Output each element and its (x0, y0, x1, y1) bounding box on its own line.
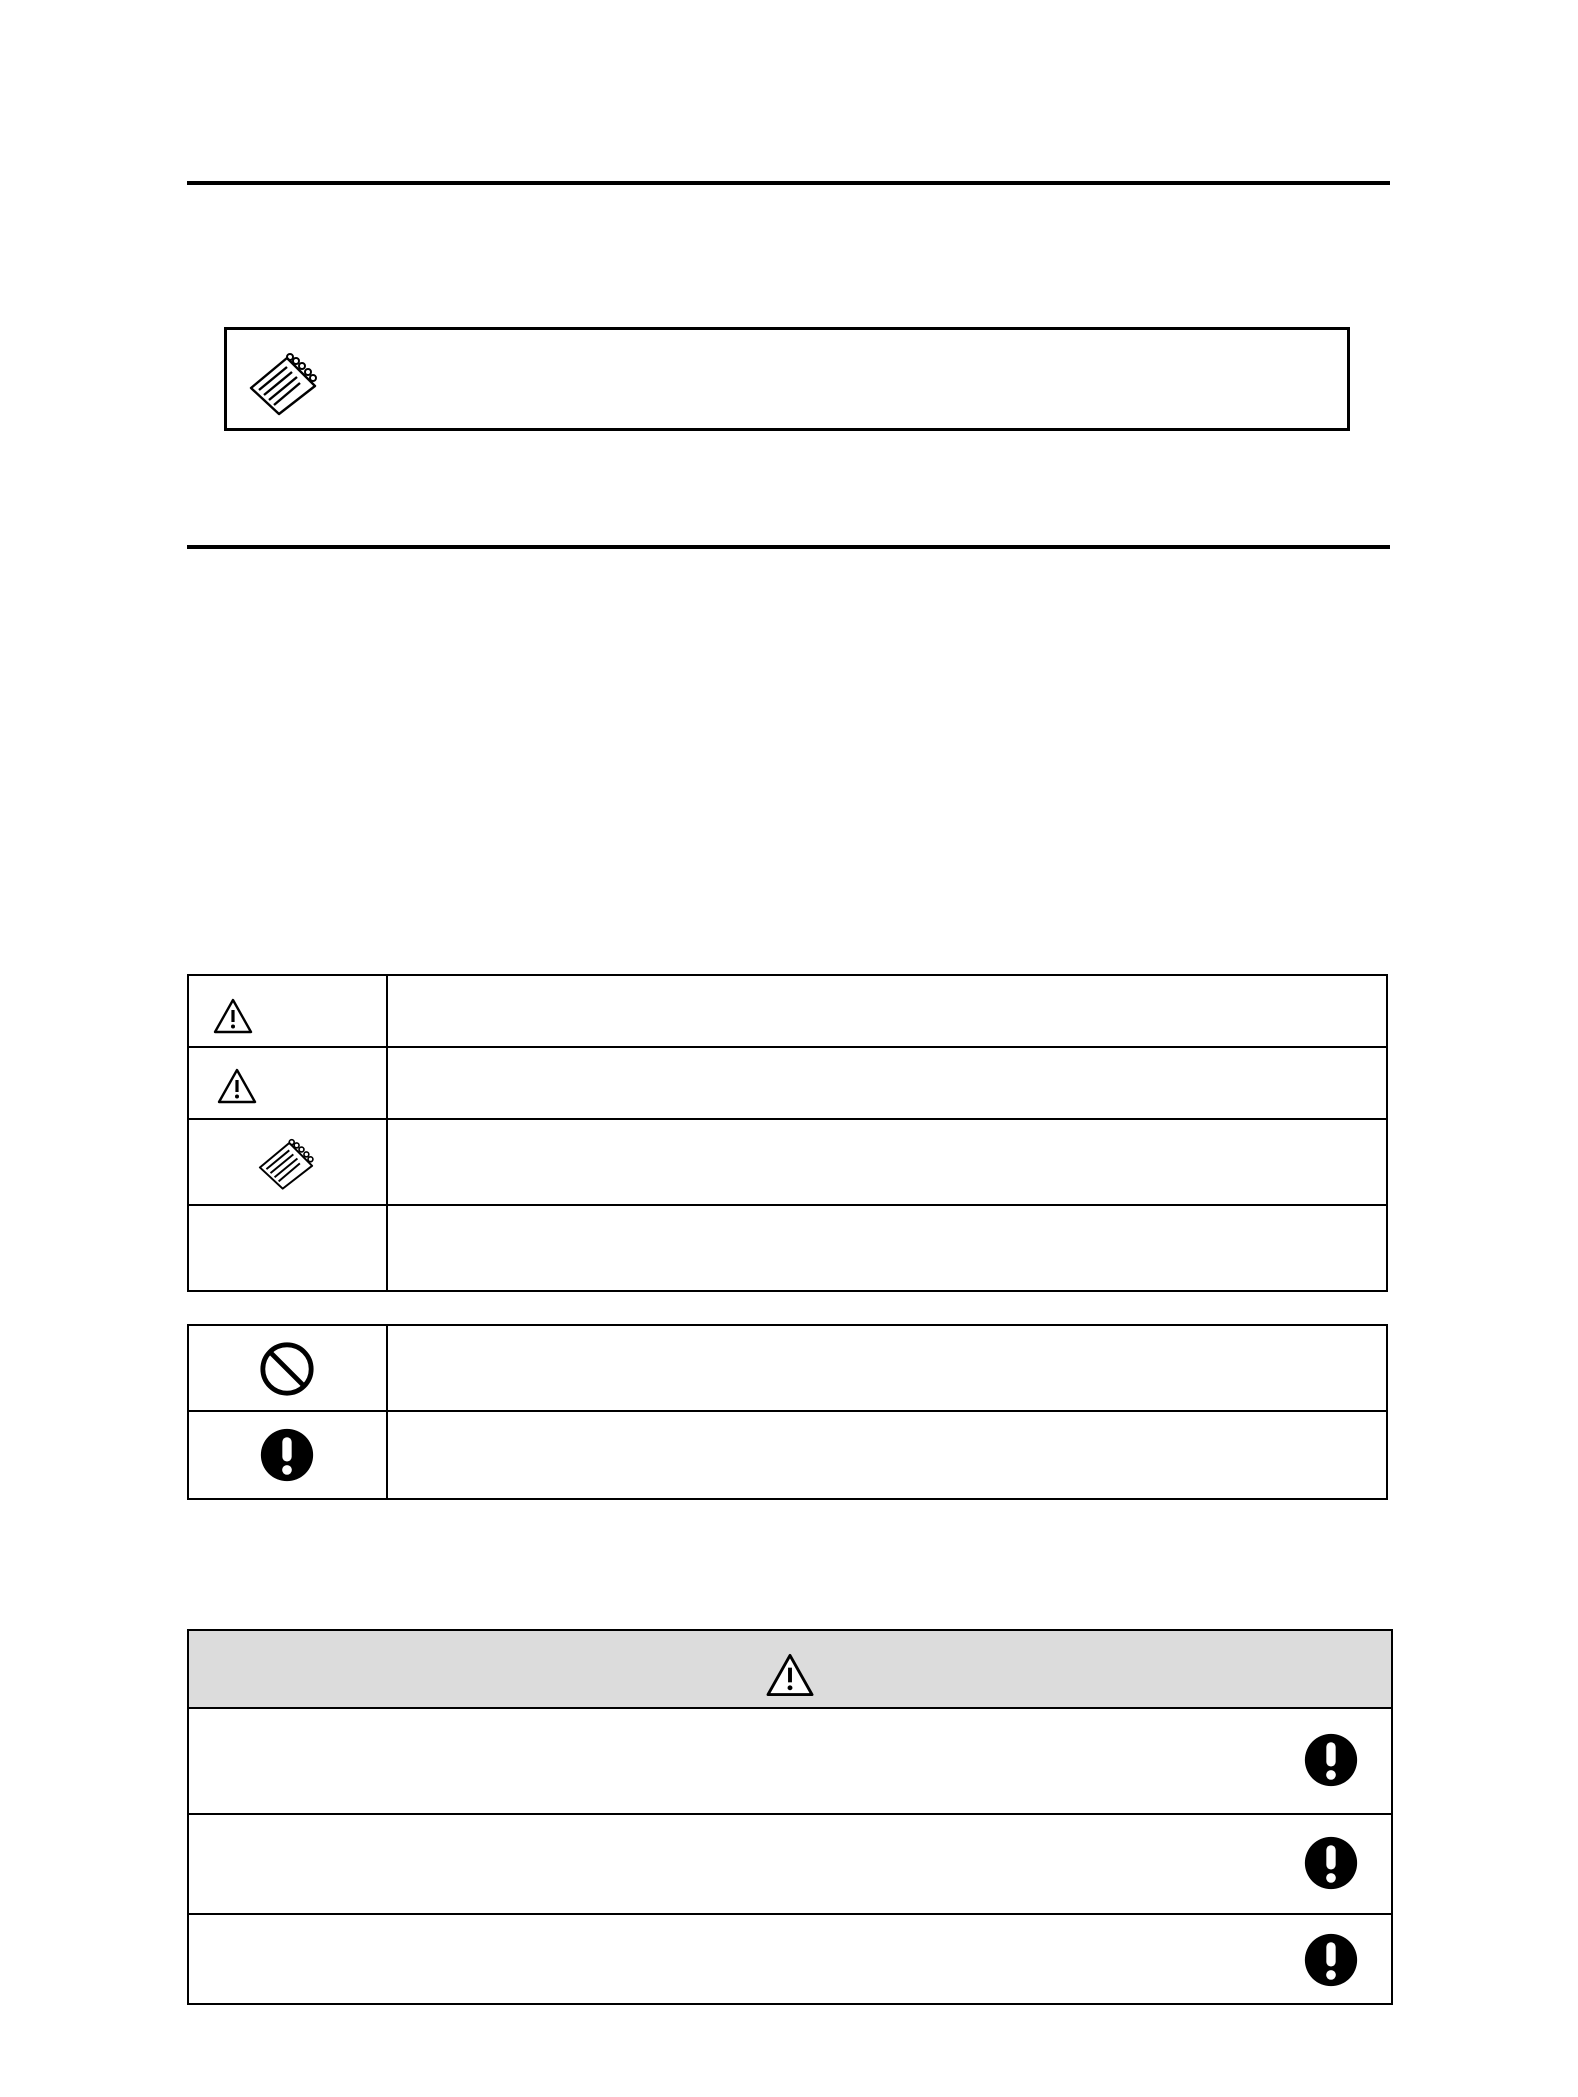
symbol-description (387, 1047, 1387, 1119)
table-row (188, 1814, 1392, 1914)
symbol-description (387, 1119, 1387, 1205)
warning-item (188, 1814, 1392, 1914)
action-legend-table (187, 1324, 1388, 1500)
table-row (188, 1047, 1387, 1119)
symbol-cell (188, 1325, 387, 1411)
section-divider (187, 545, 1390, 549)
symbol-description (387, 1205, 1387, 1291)
notepad-icon (245, 352, 321, 418)
action-description (387, 1411, 1387, 1499)
warning-item (188, 1914, 1392, 2004)
table-row (188, 1411, 1387, 1499)
mandatory-action-icon (1303, 1732, 1359, 1788)
table-row (188, 975, 1387, 1047)
notepad-icon (255, 1138, 317, 1192)
warning-item (188, 1708, 1392, 1814)
mandatory-action-icon (1303, 1932, 1359, 1988)
symbol-description (387, 975, 1387, 1047)
warning-header (188, 1630, 1392, 1708)
warning-triangle-icon (765, 1653, 815, 1697)
action-description (387, 1325, 1387, 1411)
table-row (188, 1325, 1387, 1411)
symbol-cell (188, 1119, 387, 1205)
warning-table (187, 1629, 1393, 2005)
table-row (188, 1914, 1392, 2004)
table-row (188, 1708, 1392, 1814)
symbol-legend-table (187, 974, 1388, 1292)
warning-triangle-icon (217, 1068, 257, 1104)
symbol-cell (188, 1047, 387, 1119)
warning-header-row (188, 1630, 1392, 1708)
warning-triangle-icon (213, 998, 253, 1034)
mandatory-action-icon (259, 1427, 315, 1483)
note-box (224, 327, 1350, 431)
table-row (188, 1119, 1387, 1205)
symbol-cell (188, 1411, 387, 1499)
symbol-cell (188, 975, 387, 1047)
table-row (188, 1205, 1387, 1291)
mandatory-action-icon (1303, 1835, 1359, 1891)
section-divider-top (187, 181, 1390, 185)
symbol-cell (188, 1205, 387, 1291)
prohibition-icon (258, 1340, 316, 1398)
